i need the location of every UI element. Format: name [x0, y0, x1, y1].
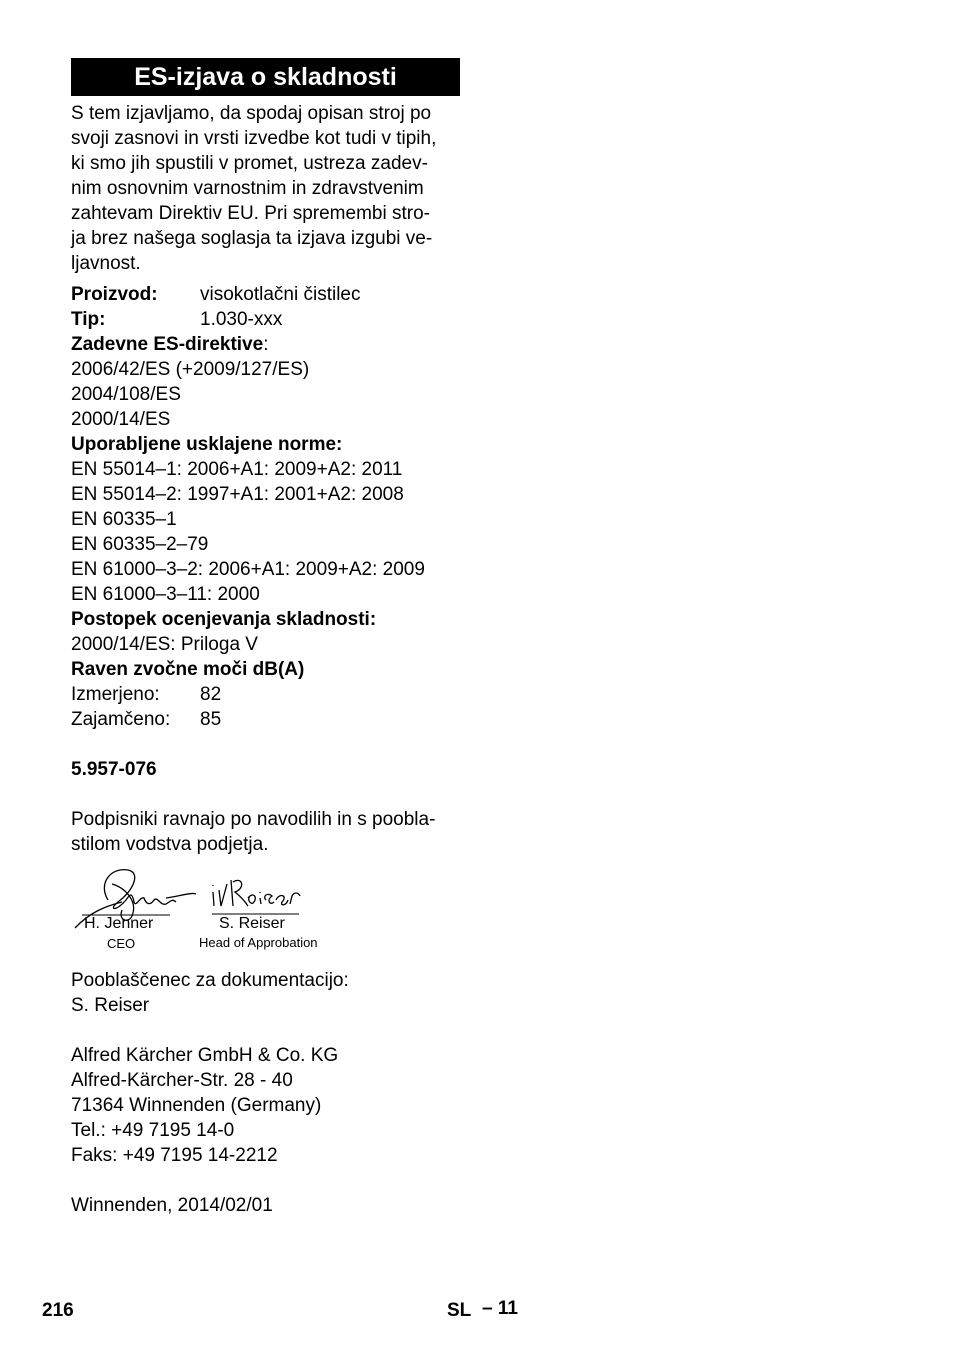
- directives-heading-row: [71, 332, 461, 357]
- signatory-name-jenner: H. Jenner: [84, 915, 154, 932]
- assessment-value: 2000/14/ES: Priloga V: [71, 634, 258, 655]
- documentation-block: [71, 968, 471, 1018]
- language-code: SL: [447, 1300, 472, 1321]
- product-row: [71, 282, 461, 307]
- section-page: – 11: [482, 1298, 518, 1319]
- intro-line: svoji zasnovi in vrsti izvedbe kot tudi v tipih,: [71, 128, 437, 149]
- intro-line: ljavnost.: [71, 253, 141, 274]
- intro-line: ja brez našega soglasja ta izjava izgubi ve-: [71, 228, 433, 249]
- documentation-label: Pooblaščenec za dokumentacijo:: [71, 970, 349, 991]
- signatories-note-line: Podpisniki ravnajo po navodilih in s poobla-: [71, 809, 436, 830]
- address-line: Alfred-Kärcher-Str. 28 - 40: [71, 1070, 293, 1091]
- address-line: Faks: +49 7195 14-2212: [71, 1145, 278, 1166]
- assessment-heading: Postopek ocenjevanja skladnosti:: [71, 609, 377, 630]
- address-line: Alfred Kärcher GmbH & Co. KG: [71, 1045, 339, 1066]
- sound-heading: Raven zvočne moči dB(A): [71, 659, 305, 680]
- type-value: 1.030-xxx: [200, 309, 283, 330]
- directive-item: 2000/14/ES: [71, 409, 171, 430]
- norms-heading: Uporabljene usklajene norme:: [71, 434, 343, 455]
- address-line: Tel.: +49 7195 14-0: [71, 1120, 235, 1141]
- directive-item: 2006/42/ES (+2009/127/ES): [71, 359, 310, 380]
- signatories-note-line: stilom vodstva podjetja.: [71, 834, 269, 855]
- sound-guaranteed-value: 85: [200, 709, 222, 730]
- intro-line: zahtevam Direktiv EU. Pri spremembi stro-: [71, 203, 430, 224]
- declaration-details: [71, 282, 461, 732]
- type-row: [71, 307, 461, 332]
- sound-measured-row: [71, 682, 461, 707]
- sound-guaranteed-row: [71, 707, 461, 732]
- intro-line: S tem izjavljamo, da spodaj opisan stroj po: [71, 103, 432, 124]
- signatory-name-reiser: S. Reiser: [219, 915, 285, 932]
- page-title: ES-izjava o skladnosti: [71, 58, 460, 96]
- address-line: 71364 Winnenden (Germany): [71, 1095, 322, 1116]
- product-value: visokotlačni čistilec: [200, 284, 361, 305]
- signatory-role-jenner: CEO: [107, 936, 136, 951]
- signature-reiser: [213, 880, 300, 906]
- company-address: [71, 1043, 471, 1168]
- place-date: Winnenden, 2014/02/01: [71, 1195, 273, 1216]
- norm-item: EN 61000–3–2: 2006+A1: 2009+A2: 2009: [71, 559, 425, 580]
- directives-heading: Zadevne ES-direktive: [71, 334, 264, 355]
- document-number: 5.957-076: [71, 759, 157, 780]
- norm-item: EN 55014–1: 2006+A1: 2009+A2: 2011: [71, 459, 403, 480]
- intro-line: ki smo jih spustili v promet, ustreza zadev-: [71, 153, 428, 174]
- directives-colon: :: [263, 334, 269, 355]
- documentation-name: S. Reiser: [71, 995, 150, 1016]
- sound-guaranteed-label: Zajamčeno:: [71, 709, 171, 730]
- product-label: Proizvod:: [71, 284, 158, 305]
- norm-item: EN 60335–1: [71, 509, 177, 530]
- intro-line: nim osnovnim varnostnim in zdravstvenim: [71, 178, 424, 199]
- type-label: Tip:: [71, 309, 106, 330]
- sound-measured-label: Izmerjeno:: [71, 684, 160, 705]
- norm-item: EN 55014–2: 1997+A1: 2001+A2: 2008: [71, 484, 404, 505]
- norm-item: EN 60335–2–79: [71, 534, 209, 555]
- signatory-role-reiser: Head of Approbation: [199, 935, 318, 950]
- directive-item: 2004/108/ES: [71, 384, 181, 405]
- intro-paragraph: [71, 101, 461, 276]
- norm-item: EN 61000–3–11: 2000: [71, 584, 260, 605]
- page-number: 216: [42, 1300, 74, 1321]
- signatories-note: [71, 807, 471, 857]
- sound-measured-value: 82: [200, 684, 222, 705]
